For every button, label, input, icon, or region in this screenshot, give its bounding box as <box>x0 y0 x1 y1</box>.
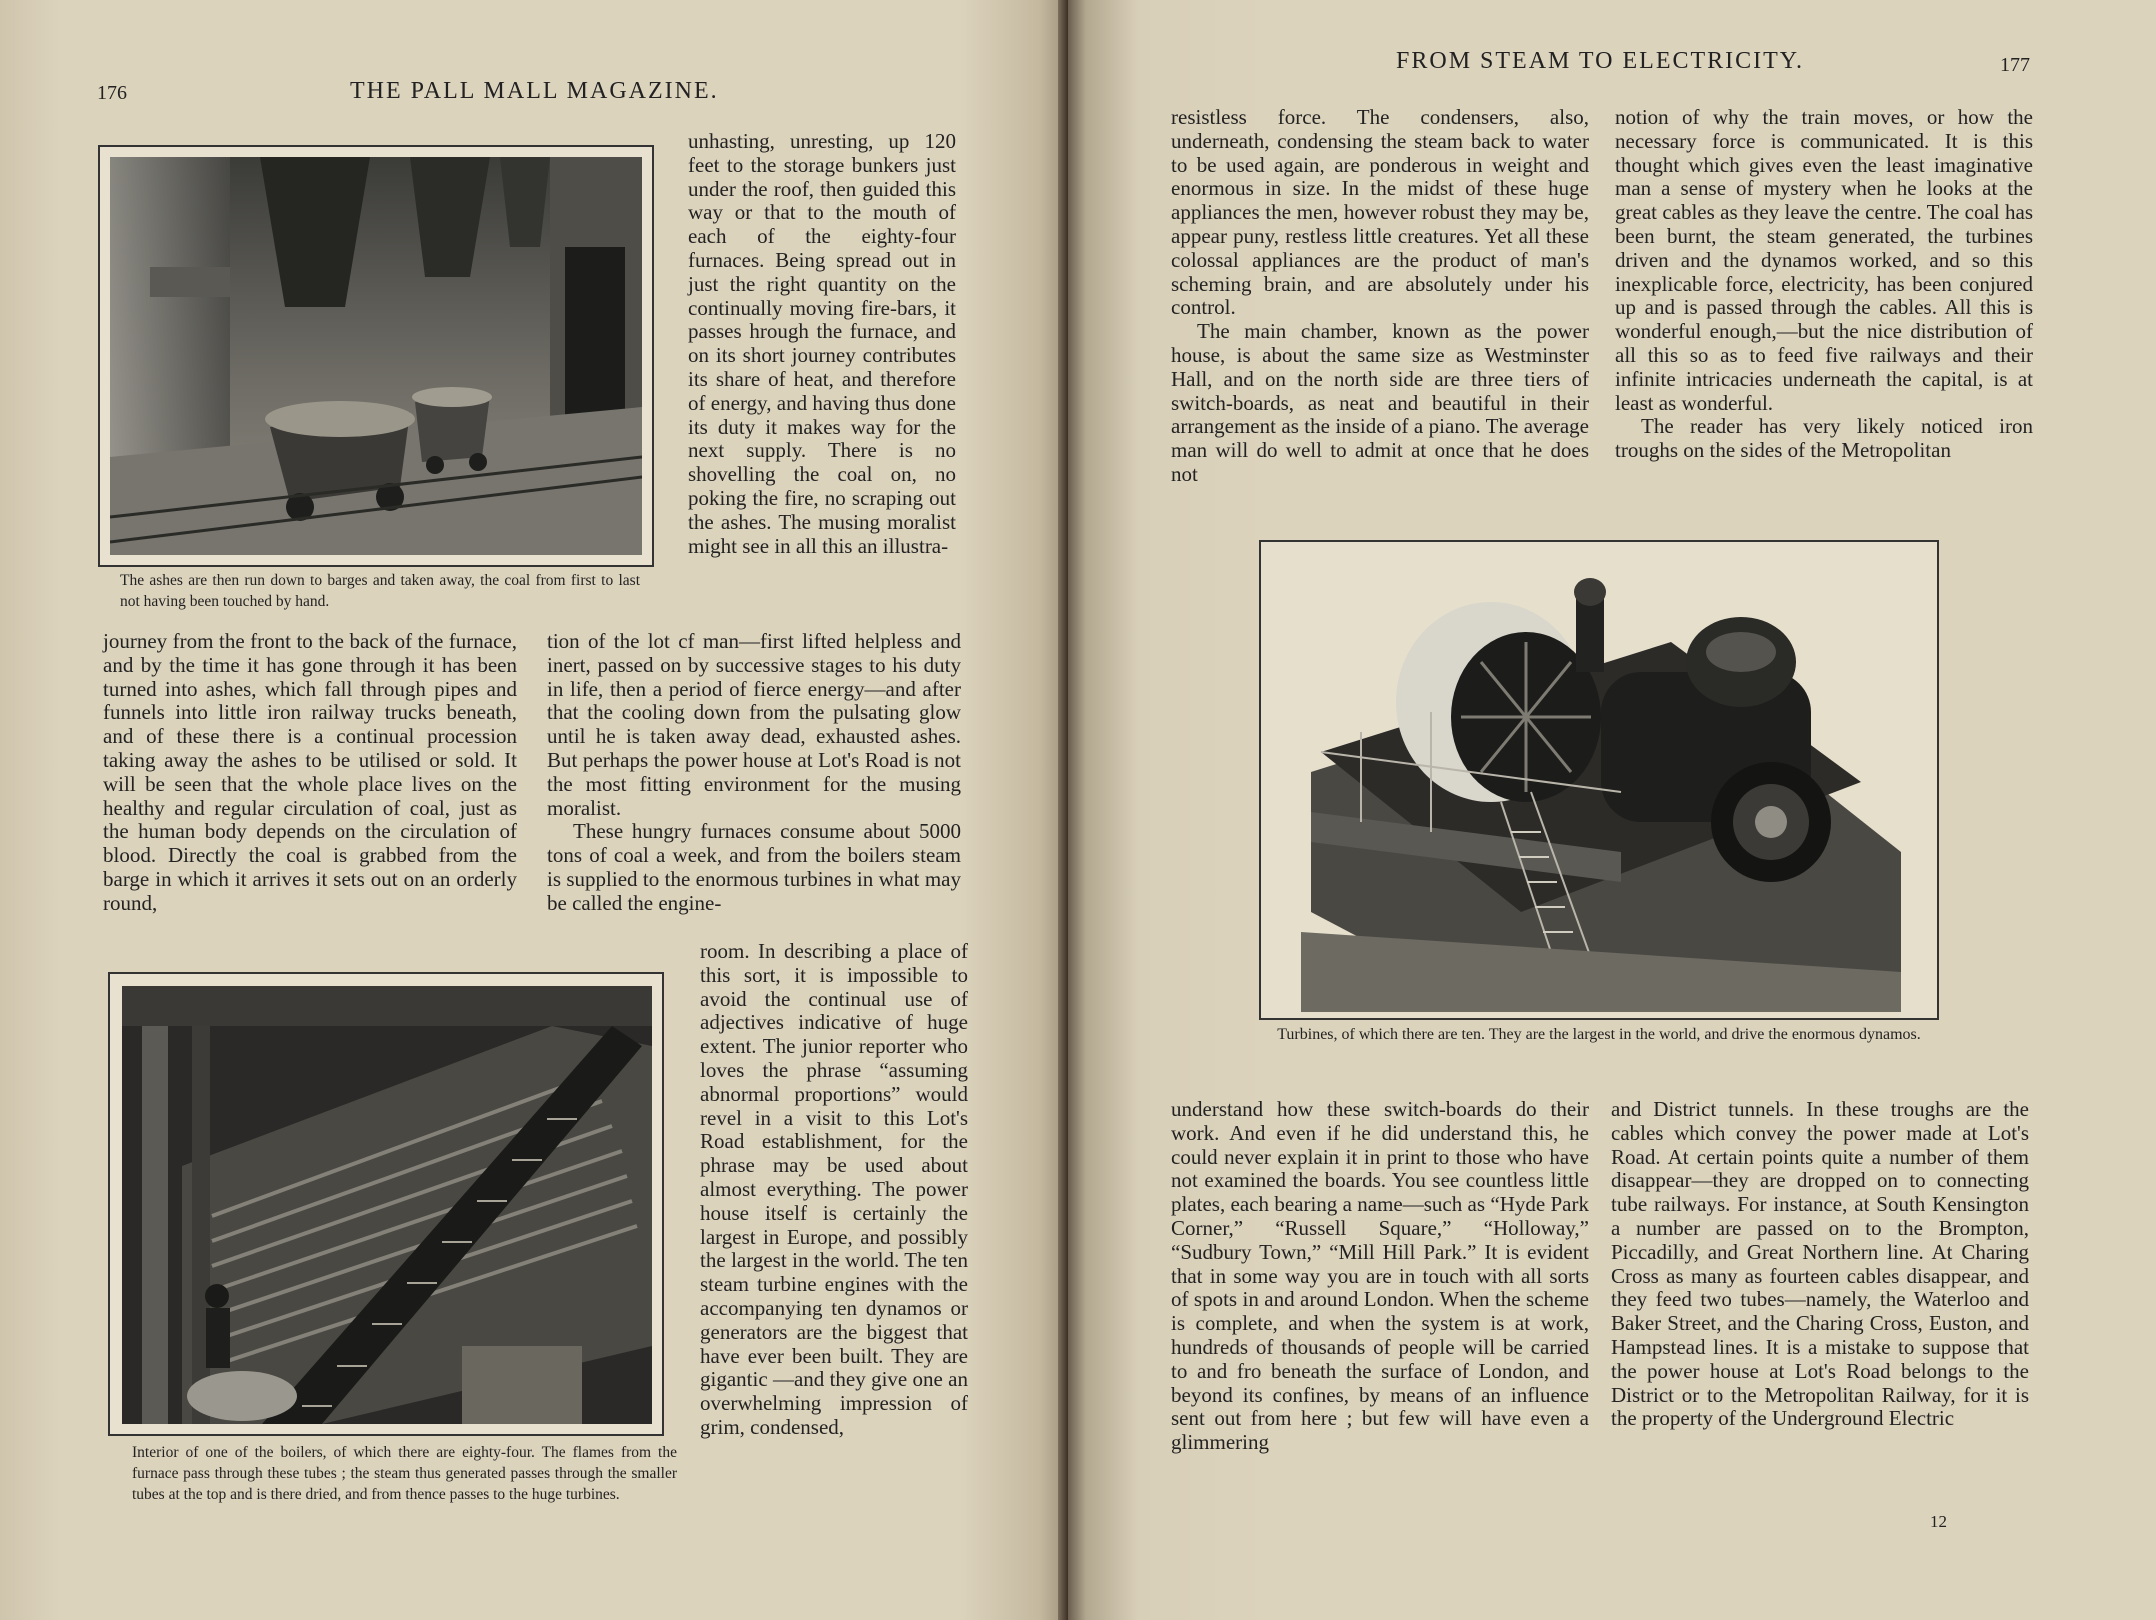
paragraph: The reader has very likely noticed iron troughs on the sides of the Metropolitan <box>1615 414 2033 463</box>
right-col2-top <box>1615 106 2033 463</box>
figure-ash-trucks-caption: The ashes are then run down to barges and taken away, the coal from first to last not having been touched by hand. <box>120 572 640 610</box>
figure-turbine <box>1259 540 1939 1020</box>
left-running-head: THE PALL MALL MAGAZINE. <box>350 78 719 104</box>
paragraph: journey from the front to the back of the furnace, and by the time it has gone through it has been turned into ashes, which fall through pipes and funnels into little iron railway trucks beneath, and of these there is a continual procession taking away the ashes to be utilised or sold. It will be seen that the whole place lives on the healthy and regular circulation of coal, just as the human body depends on the circulation of blood. Directly the coal is grabbed from the barge in which it arrives it sets out on an orderly round, <box>103 629 517 915</box>
left-col-left-middle <box>103 630 517 916</box>
ash-trucks-photo <box>110 157 642 555</box>
paragraph: understand how these switch-boards do their work. And even if he did understand this, he could never explain it in print to those who have not examined the boards. You see countless little plates, each bearing a name—such as “Hyde Park Corner,” “Russell Square,” “Holloway,” “Sudbury Town,” “Mill Hill Park.” It is evident that in some way you are in touch with all sorts of spots in and around London. When the scheme is complete, and when the system is at work, hundreds of thousands of people will be carried to and fro beneath the surface of London, and beyond its confines, by means of an influence sent out from here ; but few will have even a glimmering <box>1171 1097 1589 1455</box>
paragraph: The main chamber, known as the power house, is about the same size as Westminster Hall, and on the north side are three tiers of switch-boards, as neat and beautiful in their arrangement as the inside of a piano. The average man will do well to admit at once that he does not <box>1171 319 1589 486</box>
paragraph: resistless force. The condensers, also, underneath, condensing the steam back to water to be used again, are ponderous in weight and enormous in size. In the midst of these huge appliances the men, however robust they may be, appear puny, restless little creatures. Yet all these colossal appliances are the product of man's scheming brain, and are absolutely under his control. <box>1171 105 1589 320</box>
signature-mark: 12 <box>1930 1512 1947 1531</box>
right-folio: 177 <box>2000 54 2030 76</box>
left-page <box>0 0 1068 1620</box>
right-page <box>1068 0 2156 1620</box>
turbine-photo <box>1301 552 1901 1012</box>
left-col-right-bottom <box>700 940 968 1440</box>
left-folio: 176 <box>97 82 127 104</box>
right-col2-bottom <box>1611 1098 2029 1431</box>
paragraph: and District tunnels. In these troughs are the cables which convey the power made at Lot's Road. At certain points quite a number of them disappear—they are dropped on to connecting tube railways. For instance, at South Kensington a number are passed on to the Brompton, Piccadilly, and Great Northern line. At Charing Cross as many as fourteen cables disappear, and they feed two tubes—namely, the Waterloo and Baker Street, and the Charing Cross, Euston, and Hampstead lines. It is a mistake to suppose that the power house at Lot's Road belongs to the District or to the Metropolitan Railway, for it is the property of the Underground Electric <box>1611 1097 2029 1431</box>
paragraph: unhasting, unresting, up 120 feet to the storage bunkers just under the roof, then guided this way or that to the mouth of each of the eighty-four furnaces. Being spread out in just the right quantity on the continually moving fire-bars, it passes hrough the furnace, and on its short journey contributes its share of heat, and therefore of energy, and having thus done its duty it makes way for the next supply. There is no shovelling the coal on, no poking the fire, no scraping out the ashes. The musing moralist might see in all this an illustra- <box>688 129 956 558</box>
left-col-right-middle <box>547 630 961 916</box>
figure-ash-trucks <box>98 145 654 567</box>
paragraph: These hungry furnaces consume about 5000 tons of coal a week, and from the boilers steam is supplied to the enormous turbines in what may be called the engine- <box>547 819 961 915</box>
right-col1-top <box>1171 106 1589 487</box>
boiler-interior-photo <box>122 986 652 1424</box>
left-col-right-top <box>688 130 956 558</box>
paragraph: notion of why the train moves, or how the necessary force is communicated. It is this thought which gives even the least imaginative man a sense of mystery when he looks at the great cables as they leave the centre. The coal has been burnt, the steam generated, the turbines driven and the dynamos worked, and so this inexplicable force, electricity, has been conjured up and is passed through the cables. All this is wonderful enough,—but the nice distribution of all this so as to feed five railways and their infinite intricacies underneath the capital, is at least as wonderful. <box>1615 105 2033 415</box>
paragraph: room. In describing a place of this sort, it is impossible to avoid the continual use of adjectives indicative of huge extent. The junior reporter who loves the phrase “assuming abnormal proportions” would revel in a visit to this Lot's Road establishment, for the phrase may be used about almost everything. The power house itself is certainly the largest in Europe, and possibly the largest in the world. The ten steam turbine engines with the accompanying ten dynamos or generators are the biggest that have ever been built. They are gigantic —and they give one an overwhelming impression of grim, condensed, <box>700 939 968 1439</box>
figure-boiler-interior <box>108 972 664 1436</box>
figure-boiler-interior-caption: Interior of one of the boilers, of which there are eighty-four. The flames from the furnace pass through these tubes ; the steam thus generated passes through the smaller tubes at the top and is there dried, and from thence passes to the huge turbines. <box>132 1444 677 1503</box>
figure-turbine-caption: Turbines, of which there are ten. They are the largest in the world, and drive the enormous dynamos. <box>1277 1026 1921 1043</box>
right-running-head: FROM STEAM TO ELECTRICITY. <box>1396 48 1805 74</box>
right-col1-bottom <box>1171 1098 1589 1455</box>
paragraph: tion of the lot cf man—first lifted helpless and inert, passed on by successive stages to his duty in life, then a period of fierce energy—and after that the cooling down from the pulsating glow until he is taken away dead, exhausted ashes. But perhaps the power house at Lot's Road is not the most fitting environment for the musing moralist. <box>547 629 961 820</box>
